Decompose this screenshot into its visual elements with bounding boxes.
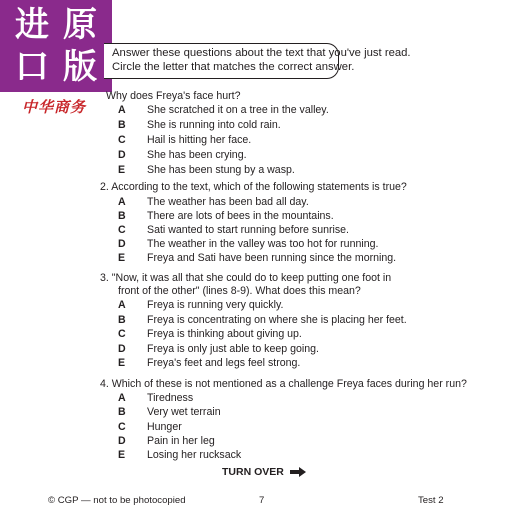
option-text: Hail is hitting her face. — [147, 134, 252, 146]
option-text: Very wet terrain — [147, 406, 221, 418]
option-letter: A — [118, 104, 126, 116]
option-letter: E — [118, 449, 126, 461]
option-text: Freya is running very quickly. — [147, 299, 284, 311]
answer-option[interactable] — [118, 196, 309, 209]
option-text: Tiredness — [147, 392, 194, 404]
badge-char: 进 — [15, 5, 49, 45]
question-stem: Why does Freya's face hurt? — [106, 90, 241, 102]
answer-option[interactable] — [118, 238, 378, 251]
answer-option[interactable] — [118, 449, 241, 462]
turn-over-prompt — [222, 466, 306, 478]
option-text: Sati wanted to start running before sunrise. — [147, 224, 349, 236]
option-text: Pain in her leg — [147, 435, 215, 447]
option-text: There are lots of bees in the mountains. — [147, 210, 334, 222]
option-letter: E — [118, 164, 126, 176]
answer-option[interactable] — [118, 343, 319, 356]
option-letter: A — [118, 196, 126, 208]
instruction-line: Answer these questions about the text that you've just read. — [112, 47, 411, 59]
footer-test-label: Test 2 — [418, 495, 444, 506]
badge-characters — [8, 4, 104, 88]
option-letter: B — [118, 119, 126, 131]
answer-option[interactable] — [118, 357, 300, 370]
answer-option[interactable] — [118, 421, 182, 434]
option-letter: C — [118, 328, 126, 340]
option-text: She has been crying. — [147, 149, 247, 161]
option-text: Freya and Sati have been running since the morning. — [147, 252, 397, 264]
instructions-box — [104, 43, 411, 79]
publisher-name: 中华商务 — [22, 98, 87, 116]
turn-over-label: TURN OVER — [222, 466, 284, 478]
option-text: Freya is thinking about giving up. — [147, 328, 302, 340]
option-letter: D — [118, 149, 126, 161]
answer-option[interactable] — [118, 252, 396, 265]
question-3 — [100, 272, 407, 369]
footer-page-number: 7 — [259, 495, 265, 506]
question-4 — [100, 378, 467, 461]
option-letter: D — [118, 343, 126, 355]
answer-option[interactable] — [118, 328, 302, 341]
answer-option[interactable] — [118, 149, 247, 162]
option-text: The weather has been bad all day. — [147, 196, 309, 208]
badge-char: 版 — [63, 47, 97, 87]
answer-option[interactable] — [118, 392, 193, 405]
option-letter: A — [118, 299, 126, 311]
option-letter: D — [118, 238, 126, 250]
question-1 — [100, 90, 329, 176]
question-2 — [100, 181, 407, 264]
answer-option[interactable] — [118, 224, 349, 237]
option-text: Losing her rucksack — [147, 449, 242, 461]
publisher-badge — [0, 0, 112, 92]
answer-option[interactable] — [118, 164, 295, 177]
question-stem: 3. "Now, it was all that she could do to keep putting one foot in — [100, 272, 392, 284]
answer-option[interactable] — [118, 119, 281, 132]
option-letter: A — [118, 392, 126, 404]
option-text: The weather in the valley was too hot for running. — [147, 238, 379, 250]
option-text: Freya is only just able to keep going. — [147, 343, 319, 355]
answer-option[interactable] — [118, 314, 407, 327]
option-text: She is running into cold rain. — [147, 119, 281, 131]
option-text: Hunger — [147, 421, 182, 433]
arrow-right-icon — [290, 467, 306, 477]
option-letter: B — [118, 314, 126, 326]
option-text: Freya's feet and legs feel strong. — [147, 357, 301, 369]
answer-option[interactable] — [118, 104, 329, 117]
answer-option[interactable] — [118, 299, 283, 312]
option-letter: C — [118, 224, 126, 236]
option-letter: D — [118, 435, 126, 447]
option-letter: B — [118, 406, 126, 418]
answer-option[interactable] — [118, 435, 215, 448]
instruction-line: Circle the letter that matches the correct answer. — [112, 61, 355, 73]
footer-copyright: © CGP — not to be photocopied — [48, 495, 186, 506]
option-letter: C — [118, 134, 126, 146]
option-text: Freya is concentrating on where she is placing her feet. — [147, 314, 407, 326]
badge-char: 原 — [63, 5, 97, 45]
answer-option[interactable] — [118, 210, 334, 223]
question-stem: front of the other" (lines 8-9). What does this mean? — [118, 285, 361, 297]
badge-char: 口 — [15, 47, 49, 87]
option-letter: C — [118, 421, 126, 433]
option-letter: E — [118, 252, 126, 264]
question-stem: 4. Which of these is not mentioned as a challenge Freya faces during her run? — [100, 378, 467, 390]
option-letter: E — [118, 357, 126, 369]
question-stem: 2. According to the text, which of the following statements is true? — [100, 181, 407, 193]
answer-option[interactable] — [118, 406, 221, 419]
option-text: She has been stung by a wasp. — [147, 164, 295, 176]
option-letter: B — [118, 210, 126, 222]
option-text: She scratched it on a tree in the valley. — [147, 104, 329, 116]
answer-option[interactable] — [118, 134, 251, 147]
